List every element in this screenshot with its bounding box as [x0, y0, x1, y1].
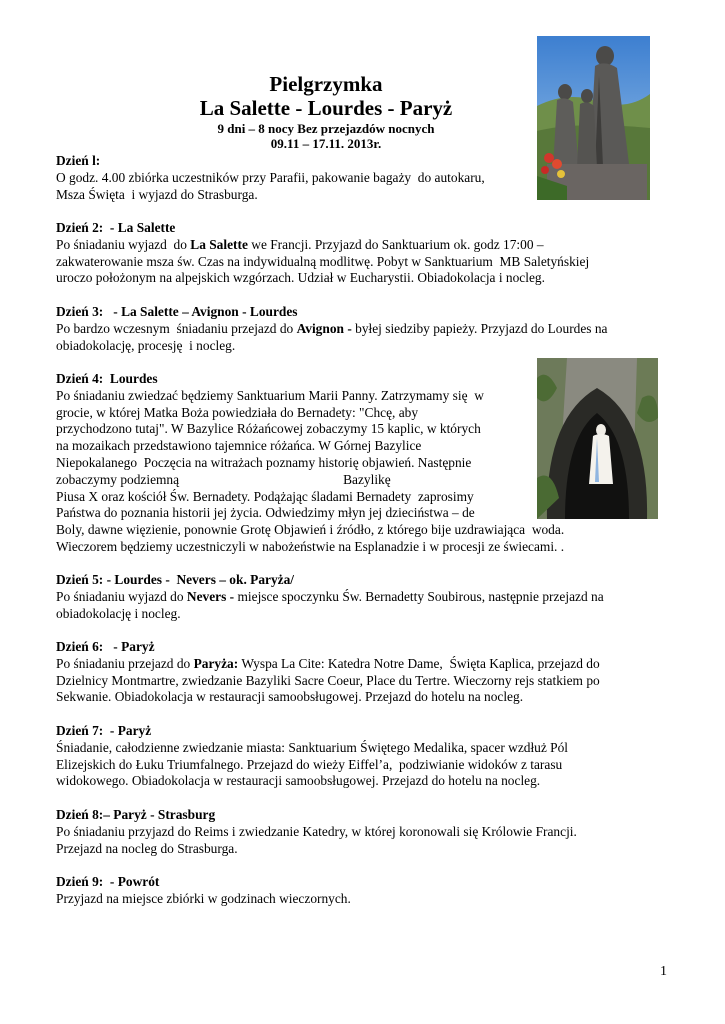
title-dates: 09.11 – 17.11. 2013r.	[270, 136, 382, 151]
day-5-section	[56, 572, 604, 622]
day-9-line: Przyjazd na miejsce zbiórki w godzinach wieczornych.	[56, 890, 351, 906]
day-3-section	[56, 304, 607, 354]
day-7-section	[56, 723, 568, 790]
day-9-heading: Dzień 9: - Powrót	[56, 874, 160, 889]
day-1-line: O godz. 4.00 zbiórka uczestników przy Parafii, pakowanie bagaży do autokaru,	[56, 169, 485, 185]
day-4-section	[56, 371, 564, 556]
day-1-line: Msza Święta i wyjazd do Strasburga.	[56, 186, 258, 202]
day-7-line: widokowego. Obiadokolacja w restauracji samoobsługowej. Przejazd do hotelu na nocleg.	[56, 773, 541, 789]
day-2-section	[56, 220, 589, 287]
day-8-line: Po śniadaniu przyjazd do Reims i zwiedzanie Katedry, w której koronowali się Królowie Francji.	[56, 823, 577, 839]
day-4-line: na mozaikach przedstawiono tajemnice różańca. W Górnej Bazylice	[56, 438, 422, 454]
day-5-heading: Dzień 5: - Lourdes - Nevers – ok. Paryża/	[56, 572, 295, 587]
day-5-line: obiadokolację i nocleg.	[56, 605, 181, 621]
title-subtitle: 9 dni – 8 nocy Bez przejazdów nocnych	[217, 121, 435, 136]
day-5-line: Po śniadaniu wyjazd do Nevers - miejsce spoczynku Św. Bernadetty Soubirous, następnie przejazd na	[56, 588, 604, 604]
day-8-section	[56, 807, 577, 857]
day-6-line: Sekwanie. Obiadokolacja w restauracji samoobsługowej. Przejazd do hotelu na nocleg.	[56, 689, 524, 705]
day-8-heading: Dzień 8:– Paryż - Strasburg	[56, 807, 216, 822]
day-2-line: Po śniadaniu wyjazd do La Salette we Francji. Przyjazd do Sanktuarium ok. godz 17:00 –	[56, 236, 544, 252]
day-7-heading: Dzień 7: - Paryż	[56, 723, 152, 738]
statue-image	[537, 36, 650, 200]
day-4-line: Boly, dawne więzienie, ponownie Grotę Objawień i źródło, z którego bije uzdrawiająca woda.	[56, 522, 565, 538]
day-3-heading: Dzień 3: - La Salette – Avignon - Lourdes	[56, 304, 298, 319]
day-4-heading: Dzień 4: Lourdes	[56, 371, 158, 386]
document-title	[56, 72, 596, 151]
day-4-line: Państwa do poznania historii jej życia. Odwiedzimy młyn jej dzieciństwa – de	[56, 505, 475, 521]
day-3-line: obiadokolację, procesję i nocleg.	[56, 337, 236, 353]
day-4-line: Niepokalanego Poczęcia na witrażach poznamy historię objawień. Następnie	[56, 454, 472, 470]
day-4-line: grocie, w której Matka Boża powiedziała do Bernadety: "Chcę, aby	[56, 404, 419, 420]
day-3-line: Po bardzo wczesnym śniadaniu przejazd do Avignon - byłej siedziby papieży. Przyjazd do Lourdes na	[56, 320, 608, 336]
day-4-line: Wieczorem będziemy uczestniczyli w nabożeństwie na Esplanadzie i w procesji ze świecami. .	[56, 538, 565, 554]
day-1-section	[56, 153, 485, 203]
day-6-section	[56, 639, 600, 706]
day-4-line: zobaczymy podziemną Bazylikę	[56, 471, 391, 487]
day-8-line: Przejazd na nocleg do Strasburga.	[56, 840, 238, 856]
day-6-line: Dzielnicy Montmartre, zwiedzanie Bazyliki Sacre Coeur, Place du Tertre. Wieczorny rejs statkiem po	[56, 672, 600, 688]
day-2-heading: Dzień 2: - La Salette	[56, 220, 176, 235]
day-2-line: uroczo położonym na alpejskich wzgórzach. Udział w Eucharystii. Obiadokolacja i nocleg.	[56, 270, 545, 286]
day-1-heading: Dzień l:	[56, 153, 101, 168]
day-6-line: Po śniadaniu przejazd do Paryża: Wyspa La Cite: Katedra Notre Dame, Święta Kaplica, przejazd do	[56, 655, 600, 671]
statue-photo	[537, 36, 650, 200]
day-6-heading: Dzień 6: - Paryż	[56, 639, 155, 654]
day-4-line: przychodzono tutaj". W Bazylice Różańcowej zobaczymy 15 kaplic, w których	[56, 421, 481, 437]
page-number: 1	[660, 964, 667, 979]
day-2-line: zakwaterowanie msza św. Czas na indywidualną modlitwę. Pobyt w Sanktuarium MB Saletyńskiej	[56, 253, 590, 269]
day-9-section	[56, 874, 351, 908]
day-7-line: Śniadanie, całodzienne zwiedzanie miasta: Sanktuarium Świętego Medalika, spacer wzdłuż Pól	[56, 739, 569, 755]
title-line-1: Pielgrzymka	[269, 72, 383, 96]
day-4-line: Po śniadaniu zwiedzać będziemy Sanktuarium Marii Panny. Zatrzymamy się w	[56, 387, 484, 403]
day-7-line: Elizejskich do Łuku Triumfalnego. Przejazd do wieży Eiffel’a, podziwianie widoków z tarasu	[56, 756, 563, 772]
title-line-2: La Salette - Lourdes - Paryż	[199, 96, 453, 120]
day-4-line: Piusa X oraz kościół Św. Bernadety. Podążając śladami Bernadety zaprosimy	[56, 488, 474, 504]
